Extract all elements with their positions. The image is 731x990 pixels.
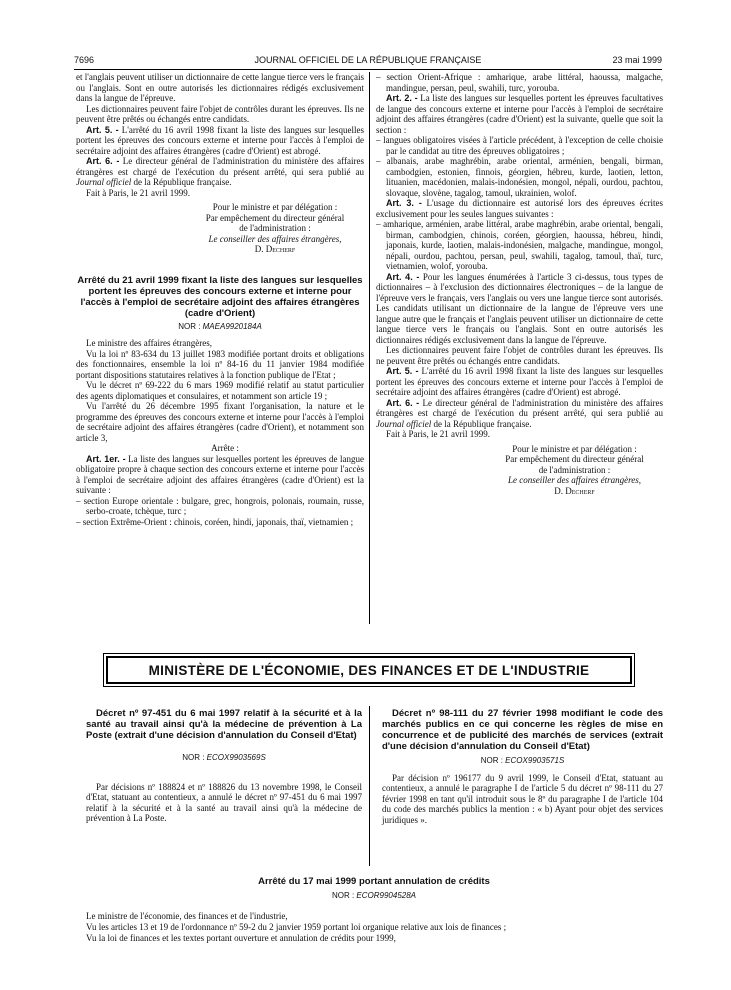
paragraph: Le ministre des affaires étrangères, <box>86 338 213 348</box>
list-item: – albanais, arabe maghrébin, arabe oriental, arménien, bengali, birman, cambodgien, estonien, finnois, géorgien, hébreu, kurde, laotien, letton, lituanien, macédonien, malais-indonésien, mongol, népali, ourdou, pachtou, slovaque, slovène, tagalog, tamoul, ukrainien, wolof. <box>376 156 663 198</box>
decree-right <box>382 708 663 825</box>
decree-left <box>86 708 362 824</box>
decree-title: Décret nº 98-111 du 27 février 1998 modifiant le code des marchés publics en ce qui concerne les règles de mise en concurrence et de publicité des marchés de services (extrait d'une décision d'annulation du Conseil d'Etat) <box>382 708 663 752</box>
nor-reference: NOR : ECOX9903569S <box>182 753 266 762</box>
article-2: Art. 2. - La liste des langues sur lesquelles portent les épreuves facultatives de langue des concours externe et interne pour l'accès à l'emploi de secrétaire adjoint des affaires étrangères (cadre d'Orient) est la suivante, quelle que soit la section : <box>376 93 663 135</box>
visa: Vu les articles 13 et 19 de l'ordonnance nº 59-2 du 2 janvier 1959 portant loi organique relative aux lois de finances ; <box>86 922 507 932</box>
paragraph: Les dictionnaires peuvent faire l'objet de contrôles durant les épreuves. Ils ne peuvent être prêtés ou échangés entre candidats. <box>76 103 364 124</box>
header-rule <box>74 69 662 70</box>
final-arrete <box>86 876 662 944</box>
issue-date: 23 mai 1999 <box>612 55 662 65</box>
page-number: 7696 <box>74 55 95 65</box>
article-6: Art. 6. - Le directeur général de l'administration du ministère des affaires étrangères est chargé de l'exécution du présent arrêté, qui sera publié au Journal officiel de la République française. <box>376 397 663 429</box>
decree-body: Par décisions nº 188824 et nº 188826 du 13 novembre 1998, le Conseil d'Etat, statuant au contentieux, a annulé le décret nº 97-451 du 6 mai 1997 relatif à la sécurité et à la santé au travail ainsi qu'à la médecine de prévention à La Poste. <box>86 781 362 823</box>
visa: Vu le décret nº 69-222 du 6 mars 1969 modifié relatif au statut particulier des agents diplomatiques et consulaires, et notamment son article 19 ; <box>76 380 364 401</box>
visa: Vu la loi nº 83-634 du 13 juillet 1983 modifiée portant droits et obligations des fonctionnaires, ensemble la loi nº 84-16 du 11 janvier 1984 modifiée portant dispositions statutaires relatives à la fonction publique de l'Etat ; <box>76 348 364 380</box>
page-header <box>74 55 662 69</box>
list-item: – section Extrême-Orient : chinois, coréen, hindi, japonais, thaï, vietnamien ; <box>76 516 354 527</box>
article-3: Art. 3. - L'usage du dictionnaire est autorisé lors des épreuves écrites exclusivement pour les seules langues suivantes : <box>376 198 663 219</box>
visa: Vu la loi de finances et les textes portant ouverture et annulation de crédits pour 1999, <box>86 933 396 943</box>
article-6: Art. 6. - Le directeur général de l'administration du ministère des affaires étrangères est chargé de l'exécution du présent arrêté, qui sera publié au Journal officiel de la République française. <box>76 156 364 187</box>
signature-block: Pour le ministre et par délégation : Par empêchement du directeur général de l'administration : Le conseiller des affaires étrangères, D. Decherf <box>205 202 345 254</box>
list-item: – section Europe orientale : bulgare, grec, hongrois, polonais, roumain, russe, serbo-croate, tchèque, turc ; <box>76 495 364 516</box>
nor-reference: NOR : ECOX9903571S <box>480 756 565 765</box>
arrete-title: Arrêté du 17 mai 1999 portant annulation de crédits <box>258 876 490 887</box>
arrete-title: Arrêté du 21 avril 1999 fixant la liste des langues sur lesquelles portent les épreuves des concours externe et interne pour l'accès à l'emploi de secrétaire adjoint des affaires étrangères (cadre d'Orient) <box>77 274 363 319</box>
paragraph: Le ministre de l'économie, des finances et de l'industrie, <box>86 911 288 921</box>
column-divider <box>369 706 370 866</box>
arrete-label: Arrête : <box>211 443 239 453</box>
paragraph: Les dictionnaires peuvent faire l'objet de contrôles durant les épreuves. Ils ne peuvent être prêtés ou échangés entre candidats. <box>376 345 663 366</box>
list-item: – amharique, arménien, arabe littéral, arabe maghrébin, arabe oriental, bengali, birman, cambodgien, chinois, coréen, géorgien, haoussa, hébreu, hindi, japonais, kurde, laotien, malais-indonésien, malgache, mandingue, mongol, népali, ourdou, pachtou, persan, peul, swahili, tagalog, tamoul, thaï, turc, vietnamien, wolof, yorouba. <box>376 219 663 271</box>
nor-reference: NOR : ECOR9904528A <box>331 891 417 900</box>
visa: Vu l'arrêté du 26 décembre 1995 fixant l'organisation, la nature et le programme des épreuves des concours externe et interne pour l'accès à l'emploi de secrétaire adjoint des affaires étrangères (cadre d'Orient), et notamment son article 3, <box>76 401 364 443</box>
nor-reference: NOR : MAEA9920184A <box>178 321 262 331</box>
paragraph: et l'anglais peuvent utiliser un dictionnaire de cette langue tierce vers le français ou l'anglais. Sont en outre autorisés les dictionnaires rédigés exclusivement dans la langue de l'épreuve. <box>76 72 364 103</box>
list-item: – section Orient-Afrique : amharique, arabe littéral, haoussa, malgache, mandingue, persan, peul, swahili, turc, yorouba. <box>376 72 663 93</box>
list-item: – langues obligatoires visées à l'article précédent, à l'exception de celle choisie par le candidat au titre des épreuves obligatoires ; <box>376 135 663 156</box>
article-5: Art. 5. - L'arrêté du 16 avril 1998 fixant la liste des langues sur lesquelles portent les épreuves des concours externe et interne pour l'accès à l'emploi de secrétaire adjoint des affaires étrangères (cadre d'Orient) est abrogé. <box>376 366 663 397</box>
right-column <box>376 72 663 496</box>
column-divider <box>369 72 370 624</box>
journal-title: JOURNAL OFFICIEL DE LA RÉPUBLIQUE FRANÇAISE <box>254 55 482 65</box>
decree-title: Décret nº 97-451 du 6 mai 1997 relatif à la sécurité et à la santé au travail ainsi qu'à la médecine de prévention à La Poste (extrait d'une décision d'annulation du Conseil d'Etat) <box>86 708 362 741</box>
left-column <box>76 72 364 527</box>
ministry-banner: MINISTÈRE DE L'ÉCONOMIE, DES FINANCES ET DE L'INDUSTRIE <box>106 656 632 684</box>
article-5: Art. 5. - L'arrêté du 16 avril 1998 fixant la liste des langues sur lesquelles portent les épreuves des concours externe et interne pour l'accès à l'emploi de secrétaire adjoint des affaires étrangères (cadre d'Orient) est abrogé. <box>76 124 364 156</box>
article-1: Art. 1er. - La liste des langues sur lesquelles portent les épreuves de langue obligatoire propre à chaque section des concours externe et interne pour l'accès à l'emploi de secrétaire adjoint des affaires étrangères (cadre d'Orient) est la suivante : <box>76 453 364 495</box>
signature-date: Fait à Paris, le 21 avril 1999. <box>86 187 190 198</box>
decree-body: Par décision nº 196177 du 9 avril 1999, le Conseil d'Etat, statuant au contentieux, a annulé le paragraphe I de l'article 5 du décret nº 98-111 du 27 février 1998 en tant qu'il introduit sous le 8º du paragraphe I de l'article 104 du code des marchés publics la mention : « b) Ayant pour objet des services juridiques ». <box>382 772 663 825</box>
signature-block: Pour le ministre et par délégation : Par empêchement du directeur général de l'administration : Le conseiller des affaires étrangères, D. Decherf <box>505 443 644 496</box>
signature-date: Fait à Paris, le 21 avril 1999. <box>386 429 490 439</box>
article-4: Art. 4. - Pour les langues énumérées à l'article 3 ci-dessus, tous types de dictionnaires – à l'exclusion des dictionnaires électroniques – de la langue de l'épreuve vers le français, vers l'anglais ou vers une langue tierce sont autorisés. Les candidats utilisant un dictionnaire de la langue de l'épreuve vers une langue autre que le français et l'anglais peuvent utiliser un dictionnaire de cette langue tierce vers le français ou l'anglais. Sont en outre autorisés les dictionnaires rédigés exclusivement dans la langue de l'épreuve. <box>376 271 663 345</box>
